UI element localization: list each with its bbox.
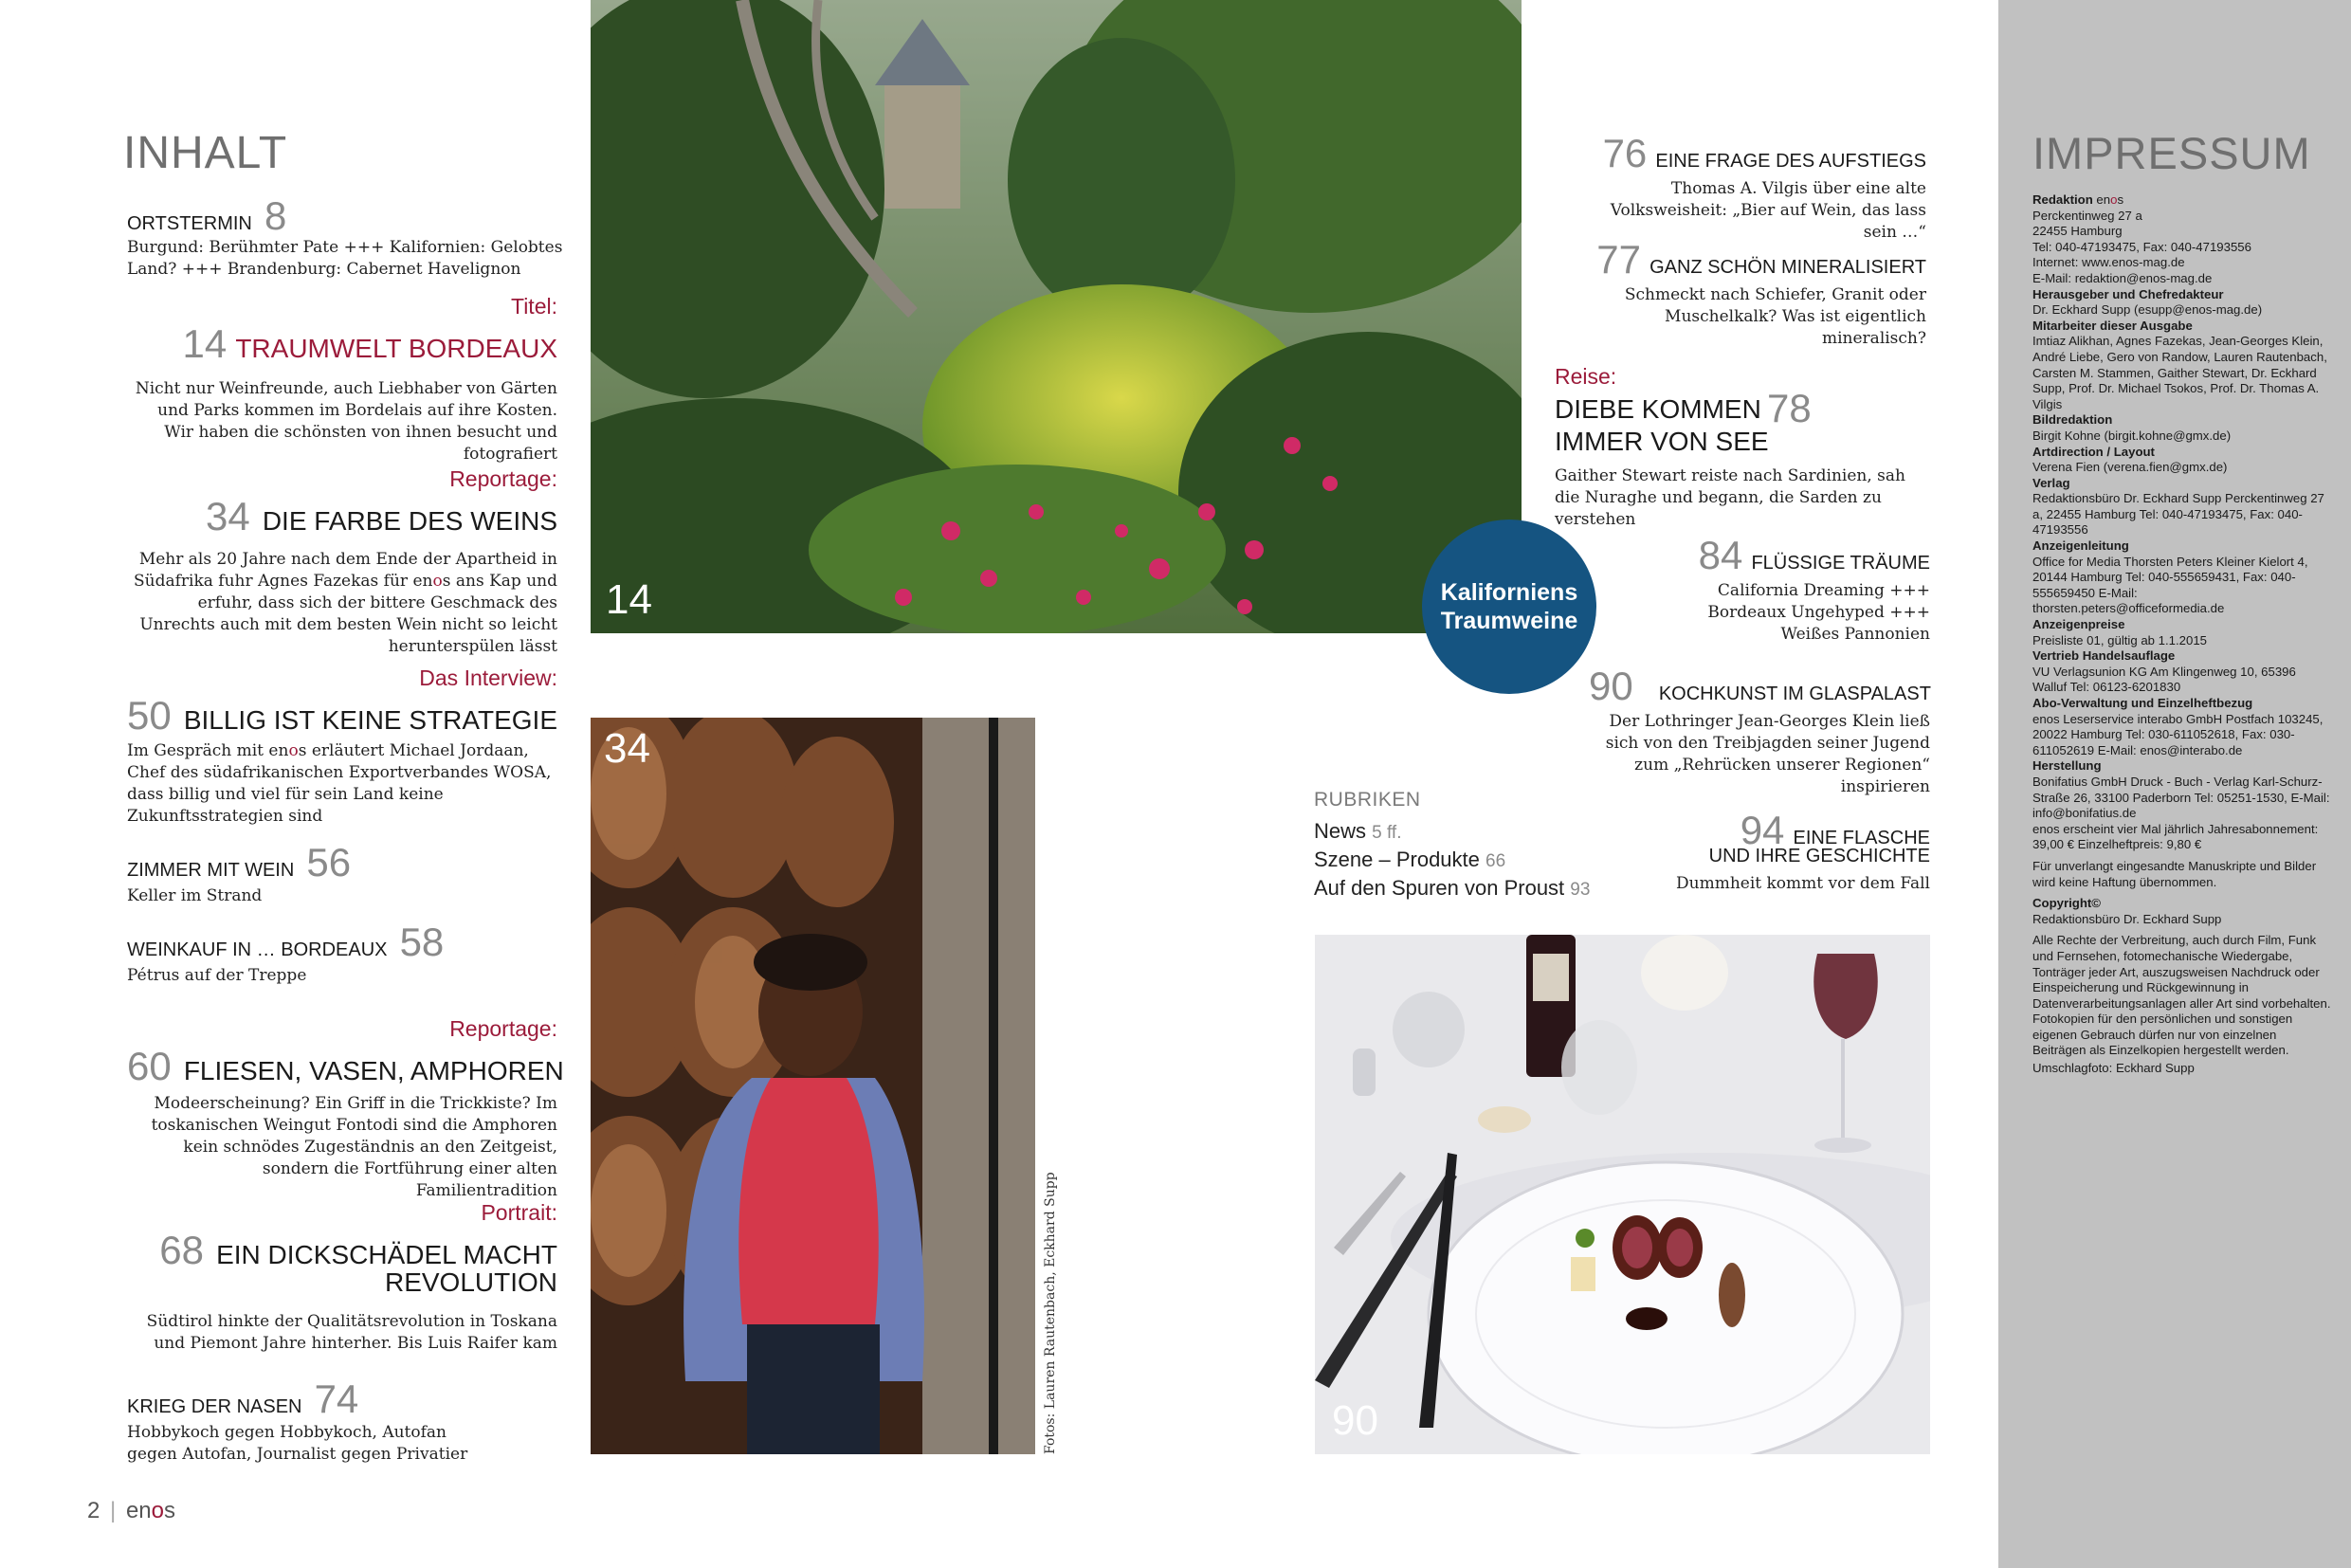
toc-title: EIN DICKSCHÄDEL MACHT [216, 1240, 557, 1269]
toc-entry-nasen[interactable] [127, 1377, 563, 1466]
toc-desc-line: California Dreaming +++ [1717, 581, 1930, 600]
toc-page-number: 60 [127, 1044, 172, 1088]
toc-page-number: 58 [399, 920, 445, 964]
toc-description: Schmeckt nach Schiefer, Granit oder Muschelkalk? Was ist eigentlich mineralisch? [1624, 285, 1926, 348]
toc-description: Pétrus auf der Treppe [127, 966, 307, 985]
toc-title: DIEBE KOMMEN [1555, 394, 1761, 424]
toc-entry-weinkauf[interactable] [127, 920, 563, 987]
toc-page-number: 78 [1767, 386, 1812, 430]
toc-description: Burgund: Berühmter Pate +++ Kalifornien: Gelobtes Land? +++ Brandenburg: Cabernet Havelignon [127, 238, 563, 279]
kaliforniens-badge[interactable] [1422, 520, 1596, 694]
impressum-block: Mitarbeiter dieser Ausgabe Imtiaz Alikhan, Agnes Fazekas, Jean-Georges Klein, André Liebe, Gero von Randow, Lauren Rautenbach, Carsten M. Stammen, Gaither Stewart, Dr. Eckhard Supp, Prof. Dr. Michael Tsokos, Prof. Dr. Thomas A. Vilgis [2032, 318, 2327, 411]
toc-page-number: 90 [1589, 664, 1633, 708]
toc-description: Hobbykoch gegen Hobbykoch, Autofan gegen Autofan, Journalist gegen Privatier [127, 1423, 468, 1464]
toc-page-number: 8 [264, 193, 287, 238]
toc-title: EINE FLASCHE [1793, 828, 1930, 848]
enos-brand-inline: enos [412, 572, 451, 591]
toc-entry-ortstermin[interactable] [127, 193, 563, 281]
toc-description: Keller im Strand [127, 886, 263, 905]
toc-page-number: 34 [206, 494, 250, 538]
toc-kicker: Das Interview: [419, 665, 557, 690]
impressum-block: Artdirection / Layout Verena Fien (verena.fien@gmx.de) [2032, 444, 2228, 475]
toc-title: DIE FARBE DES WEINS [262, 506, 557, 536]
toc-page-number: 56 [306, 840, 352, 884]
page-footer: 2 | enos [87, 1498, 175, 1523]
impressum-block: Herstellung Bonifatius GmbH Druck - Buch - Verlag Karl-Schurz-Straße 26, 33100 Paderborn Tel: 05251-1530, E-Mail: info@bonifatius.de [2032, 758, 2330, 821]
impressum-heading: IMPRESSUM [2032, 128, 2311, 178]
toc-entry-zimmer[interactable] [127, 840, 563, 907]
toc-title: BILLIG IST KEINE STRATEGIE [183, 705, 557, 735]
toc-desc-line: Weißes Pannonien [1780, 625, 1930, 644]
toc-title: TRAUMWELT BORDEAUX [235, 334, 557, 363]
impressum-block: Anzeigenpreise Preisliste 01, gültig ab 1.1.2015 [2032, 617, 2208, 647]
toc-description: Nicht nur Weinfreunde, auch Liebhaber von Gärten und Parks kommen im Bordelais auf ihre Kosten. Wir haben die schönsten von ihnen besucht und fotografiert [135, 379, 557, 464]
toc-entry-fluessig[interactable] [1612, 533, 1930, 646]
toc-entry-billig[interactable] [127, 665, 557, 828]
photo-credit: Fotos: Lauren Rautenbach, Eckhard Supp [1043, 1172, 1058, 1454]
impressum-block: Verlag Redaktionsbüro Dr. Eckhard Supp Perckentinweg 27 a, 22455 Hamburg Tel: 040-47193475, Fax: 040-47193556 [2032, 475, 2324, 538]
photo-page-number: 90 [1332, 1397, 1378, 1444]
rubriken-item[interactable]: Auf den Spuren von Proust 93 [1314, 876, 1591, 900]
toc-page-number: 74 [314, 1377, 359, 1421]
impressum-content [2032, 127, 2332, 1077]
toc-entry-diebe[interactable] [1555, 364, 1934, 531]
toc-kicker: Portrait: [481, 1200, 557, 1225]
toc-page-number: 14 [182, 321, 228, 366]
dinner-illustration [1315, 935, 1930, 1454]
enos-brand-inline: enos [2096, 192, 2124, 207]
toc-entry-traumwelt-bordeaux[interactable] [127, 294, 557, 465]
impressum-copyright: Copyright© Redaktionsbüro Dr. Eckhard Supp [2032, 896, 2222, 926]
toc-entry-aufstieg[interactable] [1574, 131, 1926, 244]
toc-description: Thomas A. Vilgis über eine alte Volksweisheit: „Bier auf Wein, das lass sein …“ [1610, 179, 1926, 242]
garden-photo[interactable] [591, 0, 1522, 633]
impressum-umschlag: Umschlagfoto: Eckhard Supp [2032, 1061, 2195, 1076]
impressum-block: Abo-Verwaltung und Einzelheftbezug enos Leserservice interabo GmbH Postfach 103245, 20022 Hamburg Tel: 030-611052618, Fax: 030-611052619 E-Mail: enos@interabo.de [2032, 696, 2324, 757]
toc-description: Modeerscheinung? Ein Griff in die Trickkiste? Im toskanischen Weingut Fontodi sind die Amphoren kein schnödes Zugeständnis an den Zeitgeist, sondern die Fortführung einer alten Familientradition [151, 1094, 557, 1200]
enos-brand-inline: enos [268, 741, 307, 760]
garden-illustration [591, 0, 1522, 633]
toc-title-line2: REVOLUTION [384, 1267, 557, 1297]
badge-line2: Traumweine [1440, 608, 1578, 634]
rubriken-section [1314, 789, 1617, 901]
badge-line1: Kaliforniens [1440, 579, 1578, 606]
toc-page-number: 68 [159, 1228, 204, 1272]
photo-page-number: 34 [604, 725, 650, 772]
impressum-block: Bildredaktion Birgit Kohne (birgit.kohne@gmx.de) [2032, 412, 2232, 443]
rubriken-item[interactable]: Szene – Produkte 66 [1314, 848, 1506, 871]
toc-description: Gaither Stewart reiste nach Sardinien, sah die Nuraghe und begann, die Sarden zu verstehen [1555, 466, 1905, 529]
toc-description: Südtirol hinkte der Qualitätsrevolution in Toskana und Piemont Jahre hinterher. Bis Luis Raifer kam [146, 1312, 557, 1353]
impressum-redaktion: Redaktion enos Perckentinweg 27 a 22455 Hamburg Tel: 040-47193475, Fax: 040-47193556 Internet: www.enos-mag.de E-Mail: redaktion@enos-mag.de [2032, 192, 2251, 285]
toc-description: Mehr als 20 Jahre nach dem Ende der Apartheid in Südafrika fuhr Agnes Fazekas für enos ans Kap und erfuhr, dass sich der bittere Geschmack des Unrechts auch mit dem besten Wein nicht so leicht herunterspülen lässt [134, 550, 557, 656]
toc-title: ORTSTERMIN [127, 213, 252, 234]
enos-logo: enos [125, 1498, 175, 1523]
impressum-abo: enos erscheint vier Mal jährlich Jahresabonnement: 39,00 € Einzelheftpreis: 9,80 € [2032, 821, 2319, 852]
toc-title: FLÜSSIGE TRÄUME [1751, 553, 1930, 574]
toc-description: Dummheit kommt vor dem Fall [1676, 874, 1930, 893]
impressum-rechte: Alle Rechte der Verbreitung, auch durch Film, Funk und Fernsehen, fotomechanische Wiedergabe, Tonträger jeder Art, auszugsweisen Nachdruck oder Einspeicherung und Rückgewinnung in Datenverarbeitungsanlagen aller Art sind vorbehalten. Fotokopien für den persönlichen und sonstigen eigenen Gebrauch dürfen nur von einzelnen Beiträgen als Einzelkopien hergestellt werden. [2032, 933, 2331, 1058]
toc-description: Der Lothringer Jean-Georges Klein ließ sich von den Treibjagden seiner Jugend zum „Rehrücken unserer Regionen“ inspirieren [1605, 712, 1930, 796]
toc-title: FLIESEN, VASEN, AMPHOREN [183, 1056, 564, 1085]
toc-page-number: 77 [1596, 237, 1641, 282]
toc-entry-kochkunst[interactable] [1574, 664, 1930, 798]
toc-title: WEINKAUF IN … BORDEAUX [127, 939, 388, 960]
toc-title-line2: UND IHRE GESCHICHTE [1708, 846, 1930, 866]
toc-desc-line: Bordeaux Ungehyped +++ [1707, 603, 1930, 622]
toc-kicker: Reportage: [449, 1016, 557, 1041]
rubriken-heading: RUBRIKEN [1314, 789, 1421, 811]
rubriken-item[interactable]: News 5 ff. [1314, 819, 1402, 843]
toc-kicker: Reise: [1555, 364, 1617, 389]
toc-entry-flasche[interactable] [1631, 808, 1930, 895]
toc-description: Im Gespräch mit enos erläutert Michael Jordaan, Chef des südafrikanischen Exportverbandes WOSA, dass billig und viel für sein Land keine Zukunftsstrategien sind [127, 741, 552, 826]
dinner-photo[interactable] [1315, 935, 1930, 1454]
portrait-photo[interactable] [591, 718, 1035, 1454]
toc-title-line2: IMMER VON SEE [1555, 427, 1769, 456]
toc-title: KRIEG DER NASEN [127, 1396, 302, 1417]
toc-page-number: 50 [127, 693, 172, 738]
toc-entry-mineral[interactable] [1574, 237, 1926, 350]
toc-page-number: 84 [1698, 533, 1743, 577]
toc-title: ZIMMER MIT WEIN [127, 860, 295, 881]
impressum-block: Anzeigenleitung Office for Media Thorsten Peters Kleiner Kielort 4, 20144 Hamburg Tel: 040-555659431, Fax: 040-555659450 E-Mail: thorsten.peters@officeformedia.de [2032, 538, 2308, 616]
toc-kicker: Titel: [511, 294, 557, 319]
photo-page-number: 14 [606, 576, 652, 623]
toc-title: KOCHKUNST IM GLASPALAST [1658, 684, 1931, 704]
toc-page-number: 76 [1602, 131, 1648, 175]
impressum-block: Vertrieb Handelsauflage VU Verlagsunion KG Am Klingenweg 10, 65396 Walluf Tel: 06123-6201830 [2032, 648, 2296, 695]
inhalt-heading: INHALT [123, 128, 288, 178]
toc-entry-fliesen[interactable] [127, 1016, 564, 1202]
toc-page-number: 94 [1740, 808, 1785, 852]
toc-title: EINE FRAGE DES AUFSTIEGS [1655, 151, 1926, 172]
toc-entry-dickschaedel[interactable] [127, 1200, 557, 1355]
toc-title: GANZ SCHÖN MINERALISIERT [1649, 257, 1926, 278]
impressum-manuskripte: Für unverlangt eingesandte Manuskripte und Bilder wird keine Haftung übernommen. [2032, 858, 2317, 889]
toc-kicker: Reportage: [449, 466, 557, 491]
page-number: 2 [87, 1498, 100, 1523]
impressum-block: Herausgeber und Chefredakteur Dr. Eckhard Supp (esupp@enos-mag.de) [2032, 286, 2263, 318]
portrait-illustration [591, 718, 1035, 1454]
toc-entry-farbe-des-weins[interactable] [127, 466, 557, 658]
